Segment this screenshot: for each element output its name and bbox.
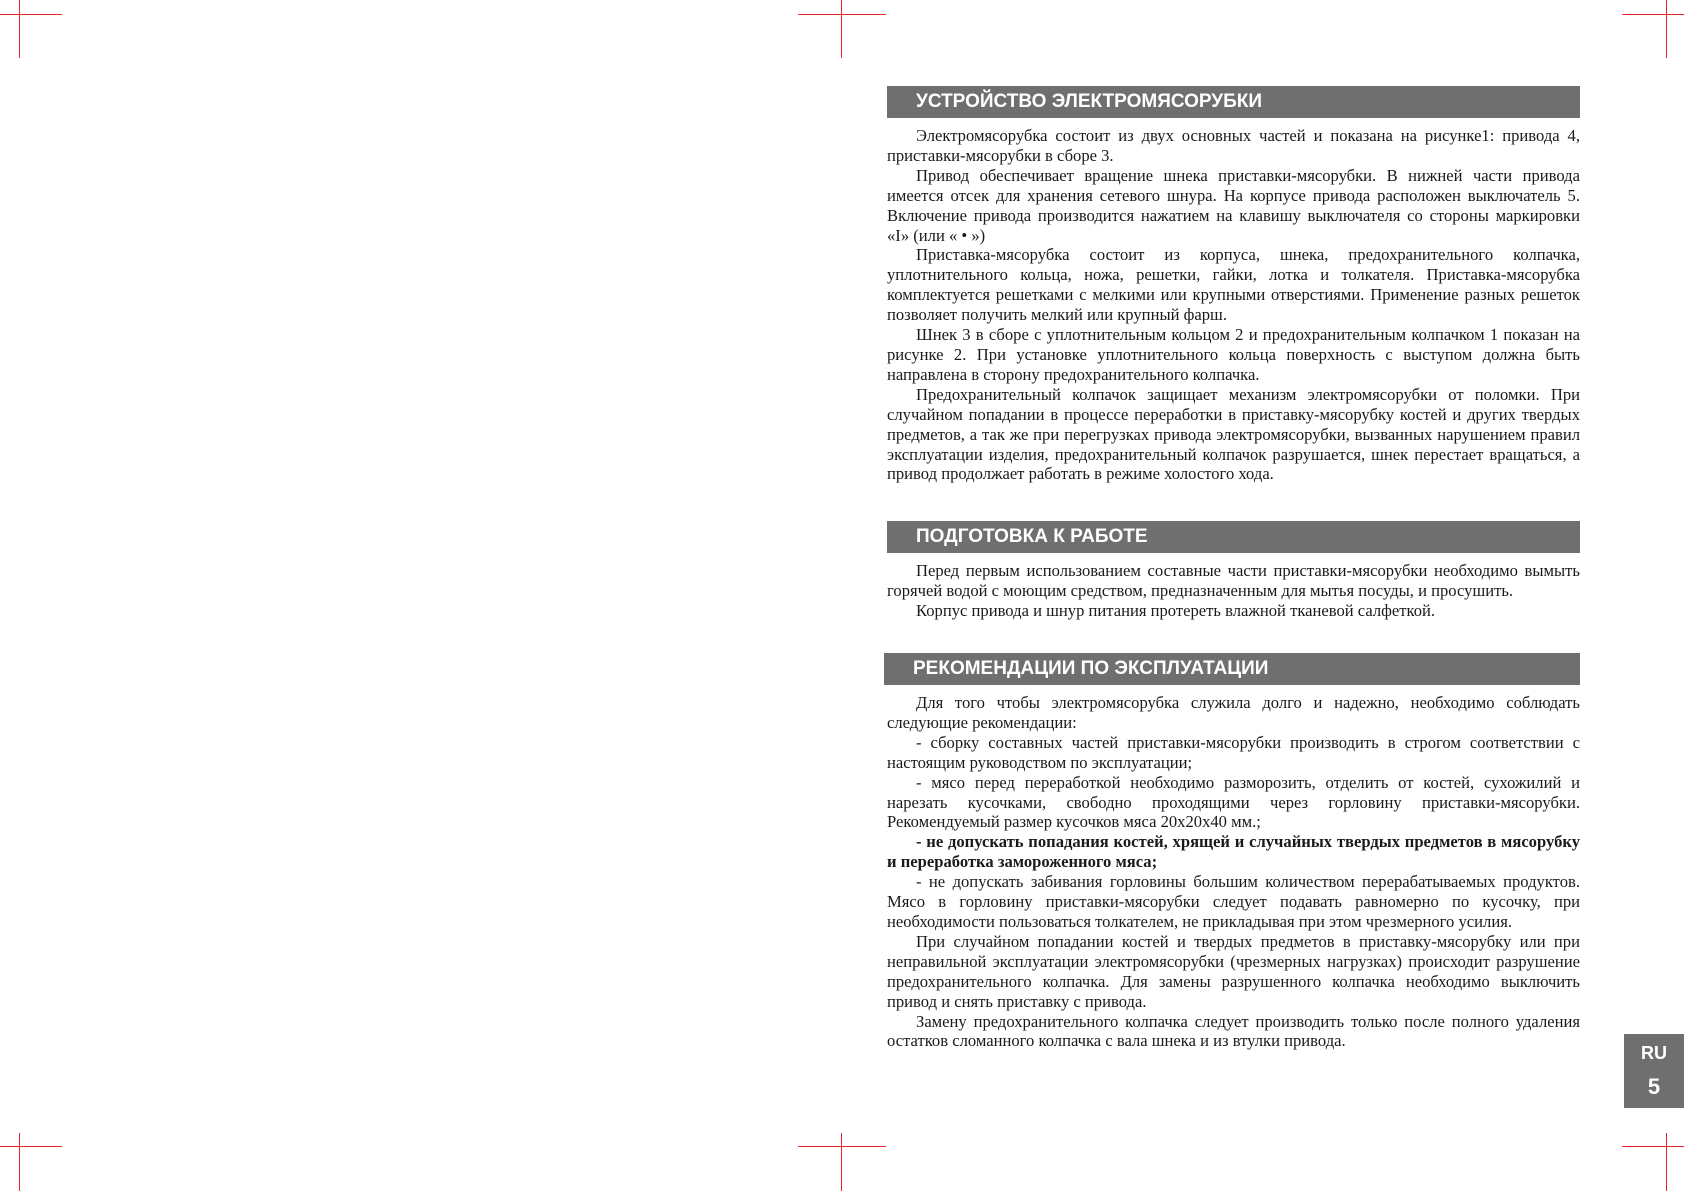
paragraph: Электромясорубка состоит из двух основных частей и показана на рисунке1: привода 4, приставки-мясорубки в сборе 3. — [887, 126, 1580, 165]
spacer — [887, 484, 1580, 521]
manual-page — [887, 86, 1580, 1051]
section-preparation — [887, 521, 1580, 621]
crop-mark — [1622, 1146, 1684, 1147]
paragraph: - не допускать забивания горловины большим количеством перерабатываемых продуктов. Мясо в горловину приставки-мясорубки следует подавать равномерно по кусочку, при необходимости пользоваться толкателем, не прикладывая при этом чрезмерного усилия. — [887, 872, 1580, 931]
paragraph: Для того чтобы электромясорубка служила долго и надежно, необходимо соблюдать следующие рекомендации: — [887, 693, 1580, 732]
section-body — [887, 561, 1580, 621]
paragraph: Корпус привода и шнур питания протереть влажной тканевой салфеткой. — [916, 601, 1436, 621]
crop-mark — [841, 0, 842, 58]
crop-mark — [798, 1146, 886, 1147]
crop-mark — [19, 0, 20, 58]
crop-mark — [798, 14, 886, 15]
paragraph: Привод обеспечивает вращение шнека приставки-мясорубки. В нижней части привода имеется отсек для хранения сетевого шнура. На корпусе привода расположен выключатель 5. Включение привода производится нажатием на клавишу выключателя со стороны маркировки «I» (или « • ») — [887, 165, 1580, 245]
paragraph: Приставка-мясорубка состоит из корпуса, шнека, предохранительного колпачка, уплотнительного кольца, ножа, решетки, гайки, лотка и толкателя. Приставка-мясорубка комплектуется решетками с мелкими или крупными отверстиями. Применение разных решеток позволяет получить мелкий или крупный фарш. — [887, 245, 1580, 325]
paragraph: При случайном попадании костей и твердых предметов в приставку-мясорубку или при неправильной эксплуатации электромясорубки (чрезмерных нагрузках) происходит разрушение предохранительного колпачка. Для замены разрушенного колпачка необходимо выключить привод и снять приставку с привода. — [887, 931, 1580, 1011]
spacer — [887, 621, 1580, 653]
crop-mark — [1666, 0, 1667, 58]
section-heading: РЕКОМЕНДАЦИИ ПО ЭКСПЛУАТАЦИИ — [884, 653, 1580, 685]
section-recommendations — [887, 653, 1580, 1051]
crop-mark — [1666, 1133, 1667, 1191]
crop-mark — [0, 1146, 62, 1147]
paragraph: - мясо перед переработкой необходимо разморозить, отделить от костей, сухожилий и нарезать кусочками, свободно проходящими через горловину приставки-мясорубки. Рекомендуемый размер кусочков мяса 20х20х40 мм.; — [887, 772, 1580, 832]
crop-mark — [0, 14, 62, 15]
section-body — [887, 693, 1580, 1051]
section-body — [887, 126, 1580, 484]
crop-mark — [1622, 14, 1684, 15]
paragraph: - сборку составных частей приставки-мясорубки производить в строгом соответствии с настоящим руководством по эксплуатации; — [887, 732, 1580, 772]
paragraph: Замену предохранительного колпачка следует производить только после полного удаления остатков сломанного колпачка с вала шнека и из втулки привода. — [887, 1011, 1580, 1051]
warning-paragraph: - не допускать попадания костей, хрящей и случайных твердых предметов в мясорубку и переработка замороженного мяса; — [887, 832, 1580, 872]
language-code: RU — [1641, 1043, 1667, 1063]
section-device — [887, 86, 1580, 484]
paragraph: Перед первым использованием составные части приставки-мясорубки необходимо вымыть горячей водой с моющим средством, предназначенным для мытья посуды, и просушить. — [887, 561, 1580, 601]
crop-mark — [19, 1133, 20, 1191]
crop-mark — [841, 1133, 842, 1191]
paragraph: Предохранительный колпачок защищает механизм электромясорубки от поломки. При случайном попадании в процессе переработки в приставку-мясорубку костей и других твердых предметов, а так же при перегрузках привода электромясорубки, вызванных нарушением правил эксплуатации изделия, предохранительный колпачок разрушается, шнек перестает вращаться, а привод продолжает работать в режиме холостого хода. — [887, 384, 1580, 484]
paragraph: Шнек 3 в сборе с уплотнительным кольцом 2 и предохранительным колпачком 1 показан на рисунке 2. При установке уплотнительного кольца поверхность с выступом должна быть направлена в сторону предохранительного колпачка. — [887, 325, 1580, 384]
page-tab — [1624, 1034, 1684, 1108]
section-heading: УСТРОЙСТВО ЭЛЕКТРОМЯСОРУБКИ — [887, 86, 1580, 118]
page-number: 5 — [1647, 1074, 1661, 1099]
section-heading: ПОДГОТОВКА К РАБОТЕ — [887, 521, 1580, 553]
